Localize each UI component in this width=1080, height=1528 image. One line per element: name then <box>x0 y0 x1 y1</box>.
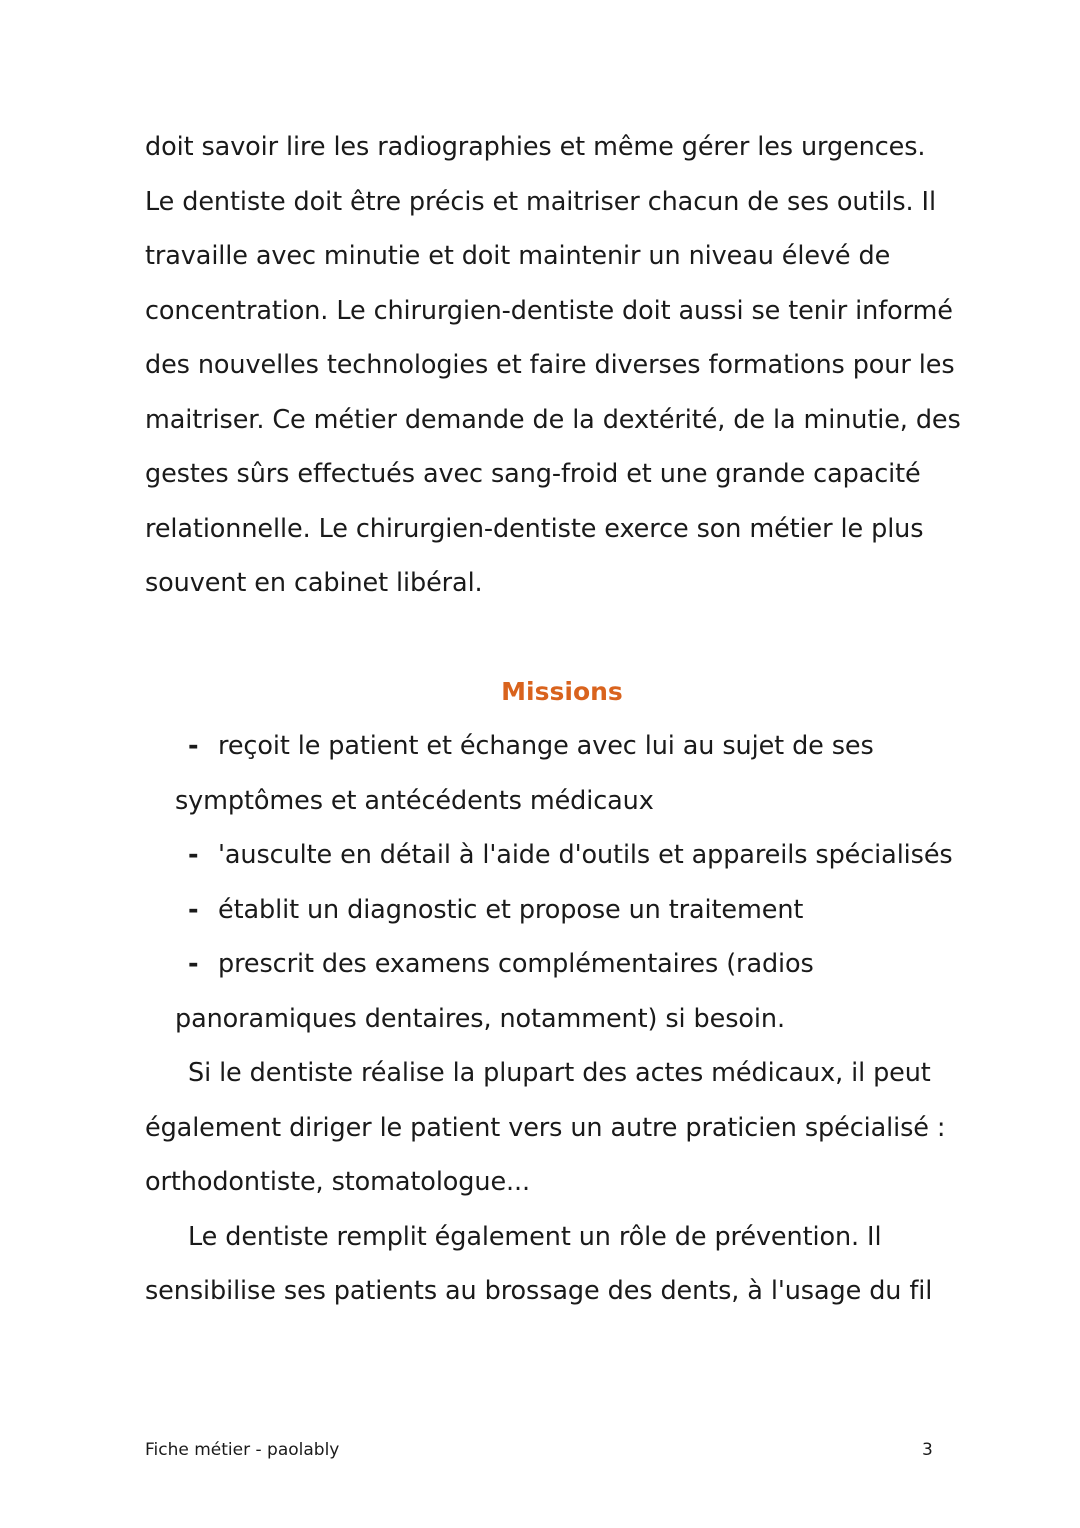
paragraph-1-line-5: des nouvelles technologies et faire diverses formations pour les <box>145 350 955 380</box>
bullet-3-line-1: établit un diagnostic et propose un traitement <box>218 895 804 925</box>
bullet-1-line-1: reçoit le patient et échange avec lui au sujet de ses <box>218 731 874 761</box>
paragraph-1-line-4: concentration. Le chirurgien-dentiste doit aussi se tenir informé <box>145 296 953 326</box>
paragraph-1-line-3: travaille avec minutie et doit maintenir un niveau élevé de <box>145 241 891 271</box>
bullet-4-line-1: prescrit des examens complémentaires (radios <box>218 949 814 979</box>
page-number: 3 <box>922 1440 933 1460</box>
paragraph-2-line-1: Si le dentiste réalise la plupart des actes médicaux, il peut <box>188 1058 931 1088</box>
bullet-1-line-2: symptômes et antécédents médicaux <box>175 786 654 816</box>
bullet-dash-1: - <box>188 731 199 761</box>
bullet-dash-3: - <box>188 895 199 925</box>
paragraph-3-line-2: sensibilise ses patients au brossage des dents, à l'usage du fil <box>145 1276 933 1306</box>
paragraph-3-line-1: Le dentiste remplit également un rôle de prévention. Il <box>188 1222 882 1252</box>
missions-heading: Missions <box>501 677 623 706</box>
paragraph-2-line-3: orthodontiste, stomatologue... <box>145 1167 531 1197</box>
paragraph-1-line-2: Le dentiste doit être précis et maitriser chacun de ses outils. Il <box>145 187 936 217</box>
paragraph-1-line-1: doit savoir lire les radiographies et même gérer les urgences. <box>145 132 926 162</box>
paragraph-1-line-6: maitriser. Ce métier demande de la dextérité, de la minutie, des <box>145 405 961 435</box>
paragraph-1-line-8: relationnelle. Le chirurgien-dentiste exerce son métier le plus <box>145 514 924 544</box>
bullet-dash-2: - <box>188 840 199 870</box>
paragraph-1-line-7: gestes sûrs effectués avec sang-froid et une grande capacité <box>145 459 921 489</box>
bullet-2-line-1: 'ausculte en détail à l'aide d'outils et appareils spécialisés <box>218 840 953 870</box>
bullet-dash-4: - <box>188 949 199 979</box>
footer-title: Fiche métier - paolably <box>145 1440 340 1460</box>
paragraph-1-line-9: souvent en cabinet libéral. <box>145 568 483 598</box>
paragraph-2-line-2: également diriger le patient vers un autre praticien spécialisé : <box>145 1113 946 1143</box>
bullet-4-line-2: panoramiques dentaires, notamment) si besoin. <box>175 1004 785 1034</box>
